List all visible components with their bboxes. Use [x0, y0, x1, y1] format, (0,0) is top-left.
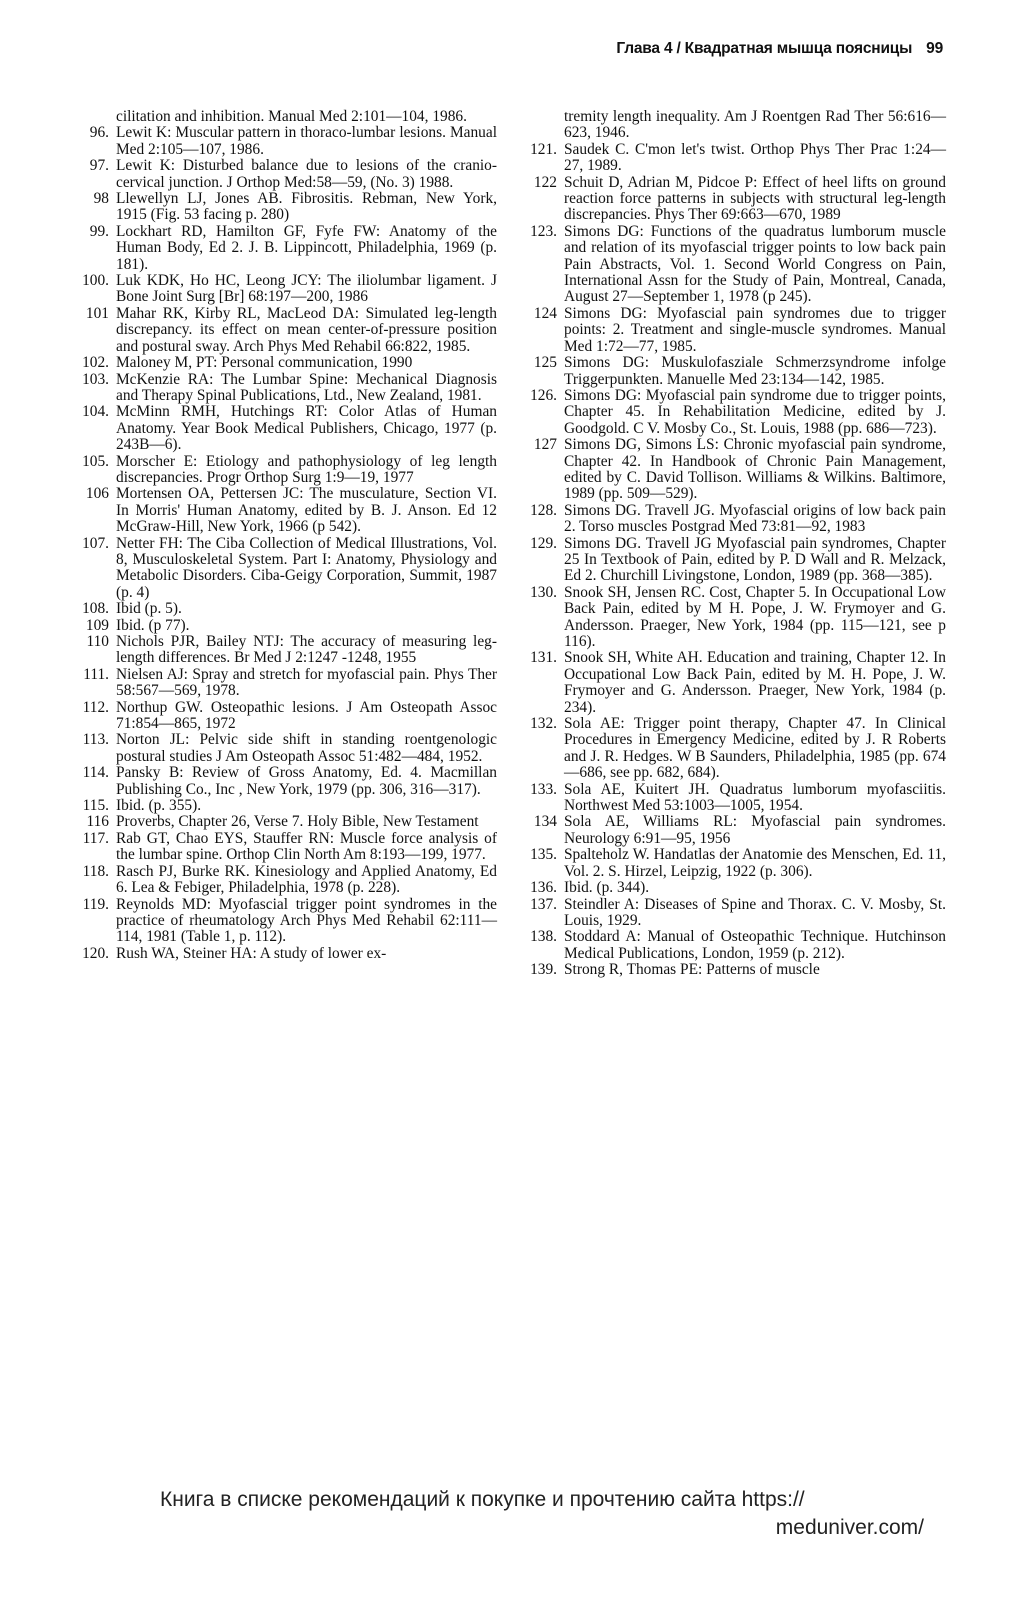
reference-text: Maloney M, PT: Personal communication, 1990 [116, 354, 413, 372]
reference-entry [522, 880, 946, 896]
reference-entry [522, 897, 946, 930]
reference-text: Strong R, Thomas PE: Patterns of muscle [564, 961, 820, 979]
reference-entry [74, 765, 497, 798]
reference-number: 127 [533, 436, 557, 454]
reference-number: 116 [86, 813, 109, 831]
reference-entry [74, 536, 497, 602]
reference-entry [74, 798, 497, 814]
reference-number: 123. [530, 222, 557, 240]
reference-entry [74, 273, 497, 306]
reference-text: Lockhart RD, Hamilton GF, Fyfe FW: Anatomy of the Human Body, Ed 2. J. B. Lippincott, Philadelphia, 1969 (p. 181). [116, 222, 497, 273]
running-header [616, 40, 943, 58]
reference-entry [74, 224, 497, 273]
reference-number: 122 [533, 173, 557, 191]
footer-line-1: Книга в списке рекомендаций к покупке и прочтению сайта https:// [160, 1488, 805, 1511]
reference-text: Simons DG: Myofascial pain syndromes due to trigger points: 2. Treatment and single-muscle syndromes. Manual Med 1:72—77, 1985. [564, 304, 946, 355]
reference-entry [522, 355, 946, 388]
reference-entry [522, 142, 946, 175]
reference-text: Rasch PJ, Burke RK. Kinesiology and Applied Anatomy, Ed 6. Lea & Febiger, Philadelphia, 1978 (p. 228). [116, 862, 497, 897]
reference-text: Schuit D, Adrian M, Pidcoe P: Effect of heel lifts on ground reaction force patterns in subjects with structural leg-length discrepancies. Phys Ther 69:663—670, 1989 [564, 173, 946, 224]
reference-entry [522, 782, 946, 815]
reference-entry [74, 814, 497, 830]
reference-entry [74, 601, 497, 617]
reference-entry [522, 175, 946, 224]
reference-number: 136. [530, 879, 557, 897]
reference-number: 102. [82, 354, 109, 372]
reference-number: 117. [82, 829, 109, 847]
reference-number [522, 109, 564, 142]
reference-entry [522, 388, 946, 437]
reference-text: Netter FH: The Ciba Collection of Medical Illustrations, Vol. 8, Musculoskeletal System. Part I: Anatomy, Physiology and Metabolic Disorders. Ciba-Geigy Corporation, Summit, 1987 (p. 4) [116, 534, 497, 601]
reference-number: 111. [83, 665, 109, 683]
reference-entry [522, 847, 946, 880]
reference-entry [74, 946, 497, 962]
reference-entry [74, 306, 497, 355]
reference-number: 130. [530, 583, 557, 601]
reference-entry [522, 650, 946, 716]
reference-entry [74, 191, 497, 224]
reference-text: Simons DG: Myofascial pain syndrome due to trigger points, Chapter 45. In Rehabilitation Medicine, edited by J. Goodgold. C V. Mosby Co., St. Louis, 1988 (pp. 686—723). [564, 386, 946, 437]
reference-entry [74, 700, 497, 733]
reference-entry [522, 716, 946, 782]
reference-number: 135. [530, 846, 557, 864]
reference-number: 124 [533, 304, 557, 322]
reference-number: 104. [82, 403, 109, 421]
reference-text: Spalteholz W. Handatlas der Anatomie des Menschen, Ed. 11, Vol. 2. S. Hirzel, Leipzig, 1922 (p. 306). [564, 846, 946, 880]
reference-entry [522, 585, 946, 651]
reference-number: 108. [82, 600, 109, 618]
reference-text: Simons DG. Travell JG. Myofascial origins of low back pain 2. Torso muscles Postgrad Med 73:81—92, 1983 [564, 501, 946, 536]
reference-number: 114. [82, 764, 109, 782]
reference-entry [74, 125, 497, 158]
reference-number: 98 [93, 190, 109, 208]
reference-text: Pansky B: Review of Gross Anatomy, Ed. 4. Macmillan Publishing Co., Inc , New York, 1979 (pp. 306, 316—317). [116, 764, 497, 798]
reference-number: 128. [530, 501, 557, 519]
reference-number: 101 [85, 304, 109, 322]
reference-text: Steindler A: Diseases of Spine and Thorax. C. V. Mosby, St. Louis, 1929. [564, 895, 946, 929]
reference-text: Norton JL: Pelvic side shift in standing roentgenologic postural studies J Am Osteopath Assoc 51:482—484, 1952. [116, 731, 497, 765]
reference-text: Nielsen AJ: Spray and stretch for myofascial pain. Phys Ther 58:567—569, 1978. [116, 665, 497, 700]
reference-text: Rush WA, Steiner HA: A study of lower ex- [116, 944, 387, 962]
reference-number: 138. [530, 928, 557, 946]
reference-entry [74, 732, 497, 765]
reference-text: Mortensen OA, Pettersen JC: The musculature, Section VI. In Morris' Human Anatomy, edited by B. J. Anson. Ed 12 McGraw-Hill, New York, 1966 (p 542). [116, 485, 497, 536]
reference-number: 121. [530, 140, 557, 158]
reference-text: McKenzie RA: The Lumbar Spine: Mechanical Diagnosis and Therapy Spinal Publications, Ltd., New Zealand, 1981. [116, 370, 497, 404]
reference-number: 120. [82, 944, 109, 962]
reference-number: 125 [533, 354, 557, 372]
reference-entry [522, 814, 946, 847]
reference-entry [74, 618, 497, 634]
reference-entry [522, 929, 946, 962]
chapter-title: Глава 4 / Квадратная мышца поясницы [616, 40, 913, 57]
reference-text: Nichols PJR, Bailey NTJ: The accuracy of measuring leg-length differences. Br Med J 2:1247 -1248, 1955 [116, 633, 497, 667]
reference-entry [74, 486, 497, 535]
reference-entry [74, 355, 497, 371]
reference-number: 100. [82, 272, 109, 290]
reference-number: 103. [82, 370, 109, 388]
reference-number: 131. [530, 649, 557, 667]
reference-entry [74, 454, 497, 487]
reference-text: tremity length inequality. Am J Roentgen Rad Ther 56:616—623, 1946. [564, 108, 946, 142]
reference-entry [522, 437, 946, 503]
reference-text: Snook SH, White AH. Education and training, Chapter 12. In Occupational Low Back Pain, edited by M. H. Pope, J. W. Frymoyer and G. Andersson. Praeger, New York, 1984 (p. 234). [564, 649, 946, 716]
reference-text: Ibid (p. 5). [116, 600, 182, 618]
reference-text: Ibid. (p 77). [116, 616, 190, 634]
reference-entry [74, 109, 497, 125]
reference-text: Simons DG: Functions of the quadratus lumborum muscle and relation of its myofascial trigger points to low back pain Pain Abstracts, Vol. 1. Second World Congress on Pain, International Assn for the Study of Pain, Montreal, Canada, August 27—September 1, 1978 (p 245). [564, 222, 946, 306]
references-right-column [522, 109, 946, 979]
reference-text: Reynolds MD: Myofascial trigger point syndromes in the practice of rheumatology Arch Phys Med Rehabil 62:111—114, 1981 (Table 1, p. 112). [116, 895, 497, 946]
reference-entry [74, 634, 497, 667]
reference-text: Snook SH, Jensen RC. Cost, Chapter 5. In Occupational Low Back Pain, edited by M H. Pope, J. W. Frymoyer and G. Andersson. Praeger, New York, 1984 (pp. 115—121, see p 116). [564, 583, 946, 650]
reference-text: Sola AE: Trigger point therapy, Chapter 47. In Clinical Procedures in Emergency Medicine, edited by J. R Roberts and J. R. Hedges. W B Saunders, Philadelphia, 1985 (pp. 674—686, see pp. 682, 684). [564, 715, 946, 782]
reference-number: 119. [82, 895, 109, 913]
reference-number: 126. [530, 386, 557, 404]
reference-text: Northup GW. Osteopathic lesions. J Am Osteopath Assoc 71:854—865, 1972 [116, 698, 497, 733]
reference-text: Sola AE, Kuitert JH. Quadratus lumborum myofasciitis. Northwest Med 53:1003—1005, 1954. [564, 780, 946, 815]
reference-number: 113. [82, 731, 109, 749]
reference-text: Proverbs, Chapter 26, Verse 7. Holy Bible, New Testament [116, 813, 479, 831]
reference-text: Ibid. (p. 355). [116, 797, 202, 815]
reference-number: 96. [89, 124, 109, 142]
reference-number: 137. [530, 895, 557, 913]
reference-number: 106 [85, 485, 109, 503]
reference-entry [74, 897, 497, 946]
footer-line-2: meduniver.com/ [775, 1516, 924, 1539]
reference-number: 134 [533, 813, 557, 831]
reference-entry [74, 667, 497, 700]
reference-text: Sola AE, Williams RL: Myofascial pain syndromes. Neurology 6:91—95, 1956 [564, 813, 946, 847]
reference-entry [522, 503, 946, 536]
reference-entry [74, 831, 497, 864]
reference-number: 115. [82, 797, 109, 815]
reference-entry [74, 372, 497, 405]
reference-entry [74, 158, 497, 191]
reference-number: 133. [530, 780, 557, 798]
reference-entry [522, 536, 946, 585]
reference-text: Rab GT, Chao EYS, Stauffer RN: Muscle force analysis of the lumbar spine. Orthop Clin North Am 8:193—199, 1977. [116, 829, 497, 864]
reference-text: Lewit K: Muscular pattern in thoraco-lumbar lesions. Manual Med 2:105—107, 1986. [116, 124, 497, 158]
page-number: 99 [926, 40, 943, 57]
reference-text: Morscher E: Etiology and pathophysiology of leg length discrepancies. Progr Orthop Surg 1:9—19, 1977 [116, 452, 497, 486]
reference-number: 99. [89, 222, 109, 240]
reference-text: McMinn RMH, Hutchings RT: Color Atlas of Human Anatomy. Year Book Medical Publishers, Chicago, 1977 (p. 243B—6). [116, 403, 497, 454]
reference-text: cilitation and inhibition. Manual Med 2:101—104, 1986. [116, 108, 467, 125]
reference-text: Luk KDK, Ho HC, Leong JCY: The iliolumbar ligament. J Bone Joint Surg [Br] 68:197—200, 1986 [116, 272, 497, 306]
reference-text: Lewit K: Disturbed balance due to lesions of the cranio-cervical junction. J Orthop Med:58—59, (No. 3) 1988. [116, 157, 497, 191]
reference-text: Llewellyn LJ, Jones AB. Fibrositis. Rebman, New York, 1915 (Fig. 53 facing p. 280) [116, 190, 497, 224]
reference-number: 107. [82, 534, 109, 552]
references-left-column [74, 109, 497, 962]
reference-number: 97. [89, 157, 109, 175]
reference-text: Mahar RK, Kirby RL, MacLeod DA: Simulated leg-length discrepancy. its effect on mean center-of-pressure position and postural sway. Arch Phys Med Rehabil 66:822, 1985. [116, 304, 497, 355]
reference-text: Simons DG. Travell JG Myofascial pain syndromes, Chapter 25 In Textbook of Pain, edited by P. D Wall and R. Melzack, Ed 2. Churchill Livingstone, London, 1989 (pp. 368—385). [564, 534, 946, 585]
reference-entry [522, 109, 946, 142]
reference-number [74, 109, 116, 125]
reference-text: Simons DG, Simons LS: Chronic myofascial pain syndrome, Chapter 42. In Handbook of Chronic Pain Management, edited by C. David Tollison. Williams & Wilkins. Baltimore, 1989 (pp. 509—529). [564, 436, 946, 503]
reference-entry [522, 962, 946, 978]
site-footer-note [160, 1486, 940, 1542]
reference-number: 139. [530, 961, 557, 979]
reference-number: 105. [82, 452, 109, 470]
reference-text: Stoddard A: Manual of Osteopathic Technique. Hutchinson Medical Publications, London, 1959 (p. 212). [564, 928, 946, 962]
reference-number: 118. [82, 862, 109, 880]
reference-number: 110 [86, 633, 109, 650]
reference-entry [522, 306, 946, 355]
reference-number: 112. [82, 698, 109, 716]
reference-text: Saudek C. C'mon let's twist. Orthop Phys Ther Prac 1:24—27, 1989. [564, 140, 946, 175]
reference-number: 129. [530, 534, 557, 552]
reference-text: Simons DG: Muskulofasziale Schmerzsyndrome infolge Triggerpunkten. Manuelle Med 23:134—142, 1985. [564, 354, 946, 388]
reference-number: 132. [530, 715, 557, 733]
reference-entry [74, 404, 497, 453]
reference-text: Ibid. (p. 344). [564, 879, 650, 897]
reference-number: 109 [85, 616, 109, 634]
reference-entry [522, 224, 946, 306]
reference-entry [74, 864, 497, 897]
